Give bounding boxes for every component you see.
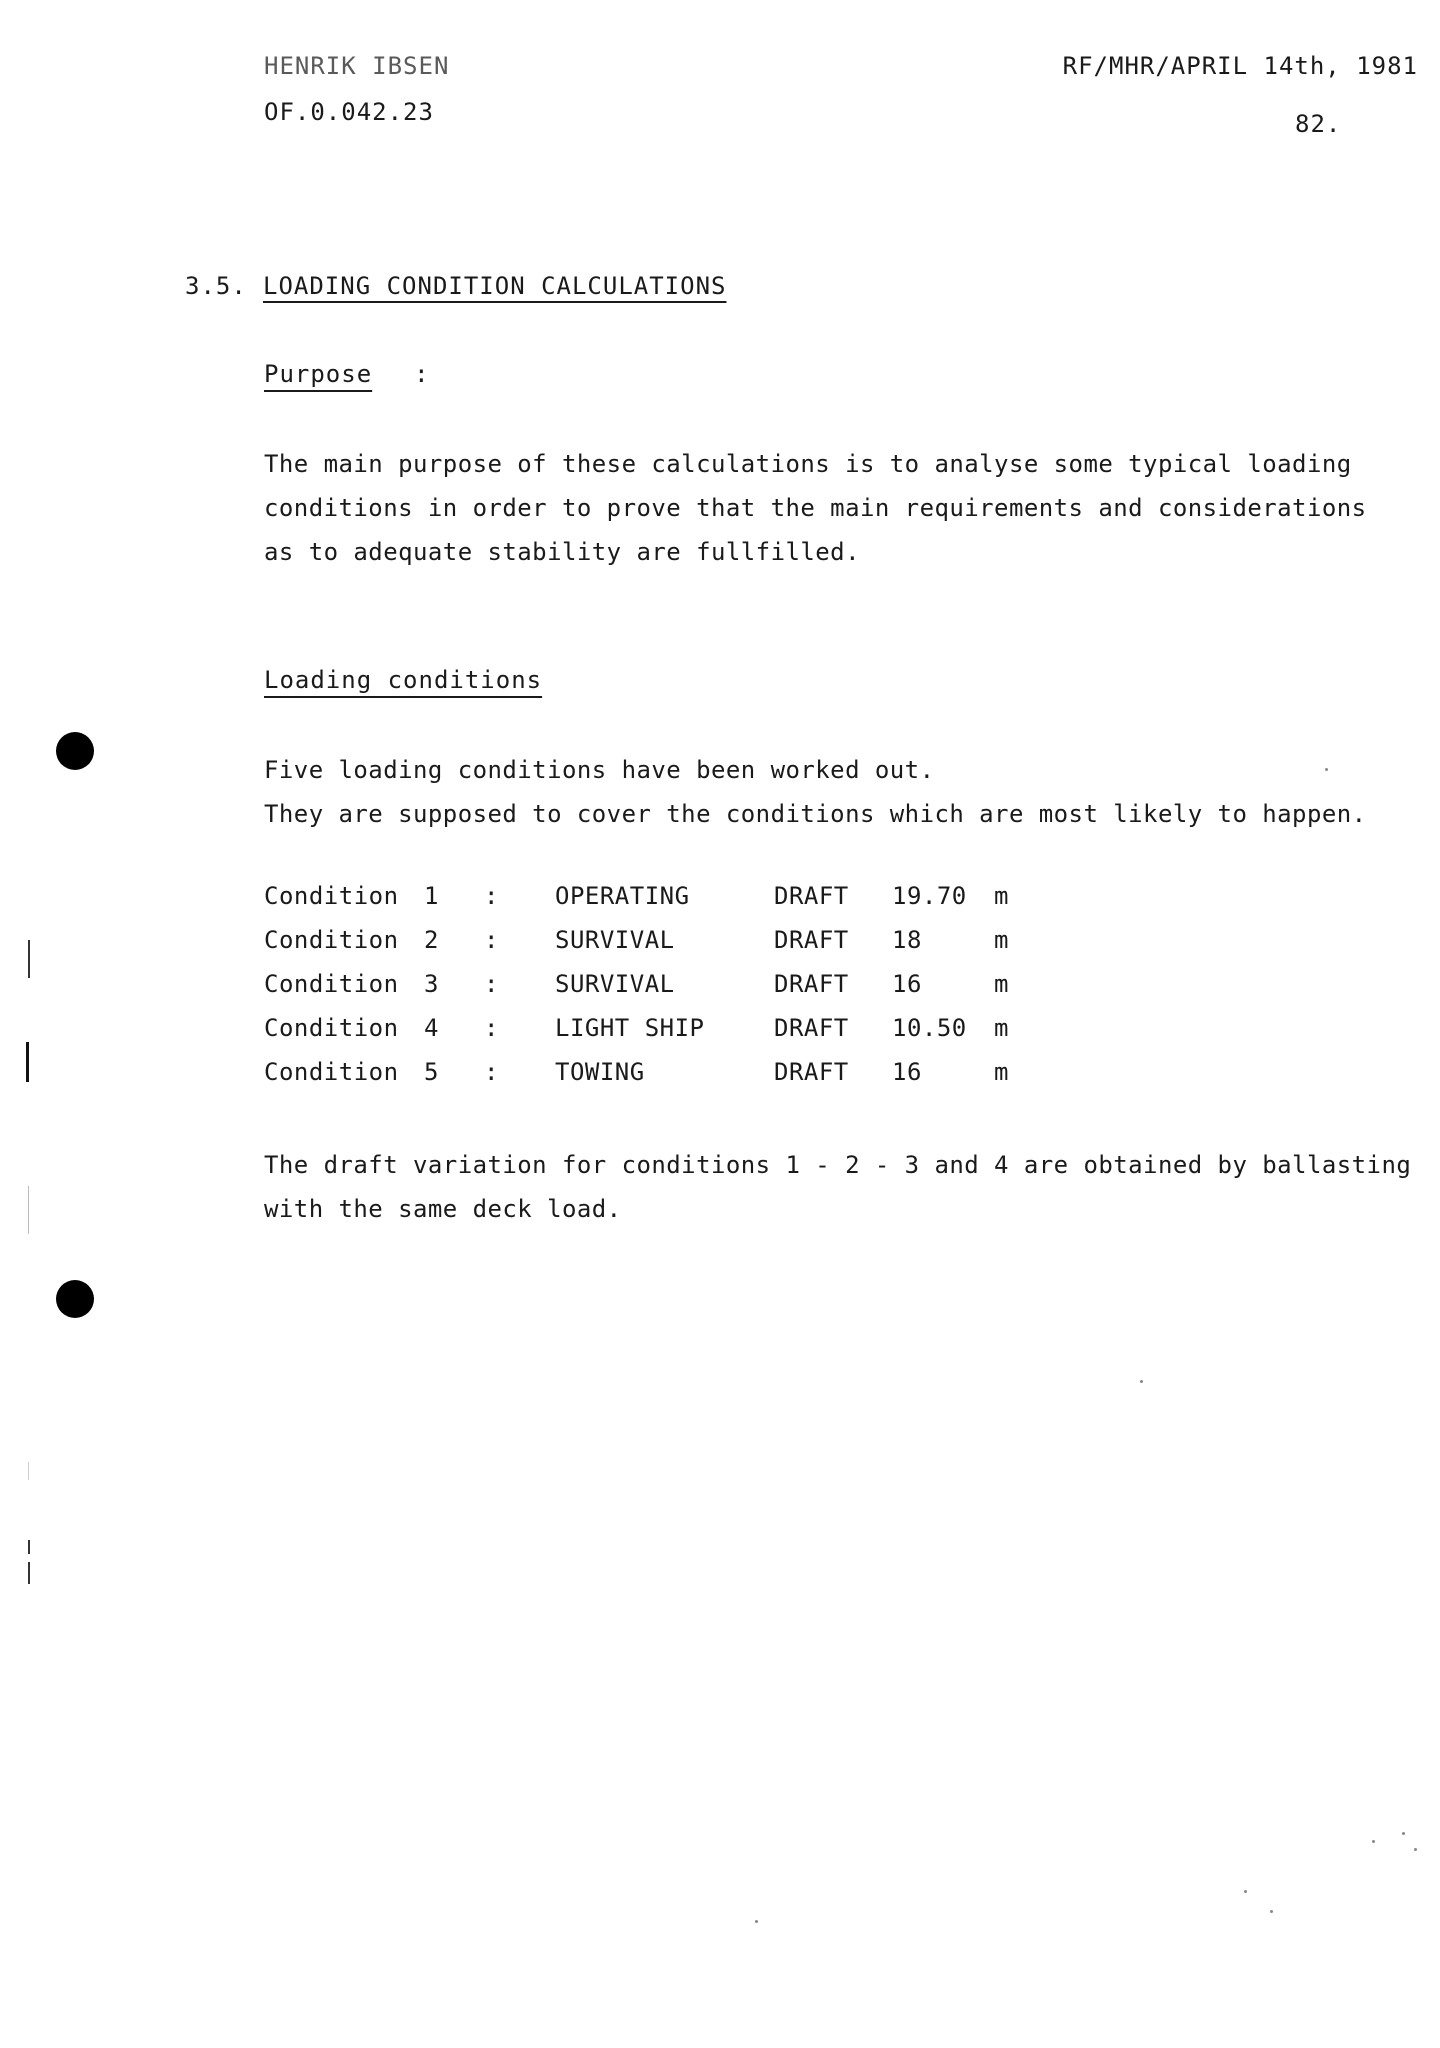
scan-mark (28, 1540, 30, 1554)
condition-number: 5 (424, 1058, 439, 1086)
condition-label: Condition (264, 1058, 399, 1086)
loading-conditions-intro (264, 748, 1367, 836)
scan-mark (28, 1562, 30, 1584)
condition-label: Condition (264, 970, 399, 998)
document-number: OF.0.042.23 (264, 98, 434, 126)
purpose-heading: Purpose (264, 360, 373, 388)
condition-label: Condition (264, 882, 399, 910)
draft-unit: m (994, 970, 1009, 998)
purpose-heading-row (264, 360, 430, 388)
document-reference: RF/MHR/APRIL 14th, 1981 (1062, 52, 1418, 80)
draft-unit: m (994, 882, 1009, 910)
draft-unit: m (994, 1014, 1009, 1042)
note-line: The draft variation for conditions 1 - 2 - 3 and 4 are obtained by ballasting (264, 1151, 1412, 1179)
scan-speck (1402, 1832, 1405, 1835)
condition-type: SURVIVAL (555, 926, 675, 954)
condition-colon: : (484, 882, 499, 910)
draft-value: 18 (892, 926, 922, 954)
scan-speck (1270, 1910, 1273, 1913)
condition-type: SURVIVAL (555, 970, 675, 998)
condition-number: 1 (424, 882, 439, 910)
scan-speck (1372, 1840, 1375, 1843)
purpose-colon: : (414, 360, 430, 388)
draft-value: 16 (892, 970, 922, 998)
draft-value: 16 (892, 1058, 922, 1086)
intro-line: Five loading conditions have been worked out. (264, 756, 935, 784)
condition-label: Condition (264, 926, 399, 954)
punch-hole (56, 1280, 94, 1318)
scan-speck (755, 1920, 758, 1923)
condition-number: 2 (424, 926, 439, 954)
scan-speck (1414, 1848, 1417, 1851)
punch-hole (56, 732, 94, 770)
draft-label: DRAFT (774, 1058, 849, 1086)
scan-speck (1244, 1890, 1247, 1893)
condition-label: Condition (264, 1014, 399, 1042)
draft-label: DRAFT (774, 926, 849, 954)
loading-conditions-heading: Loading conditions (264, 666, 543, 694)
draft-label: DRAFT (774, 970, 849, 998)
condition-colon: : (484, 926, 499, 954)
condition-type: LIGHT SHIP (555, 1014, 705, 1042)
draft-unit: m (994, 1058, 1009, 1086)
draft-label: DRAFT (774, 1014, 849, 1042)
section-title: LOADING CONDITION CALCULATIONS (263, 272, 727, 300)
draft-note-paragraph (264, 1143, 1411, 1231)
draft-value: 10.50 (892, 1014, 967, 1042)
scan-speck (1325, 768, 1328, 771)
condition-type: TOWING (555, 1058, 645, 1086)
condition-colon: : (484, 970, 499, 998)
condition-colon: : (484, 1014, 499, 1042)
purpose-line: The main purpose of these calculations is to analyse some typical loading (264, 450, 1352, 478)
condition-colon: : (484, 1058, 499, 1086)
scan-speck (1140, 1380, 1143, 1383)
scan-mark (28, 1186, 29, 1234)
project-name: HENRIK IBSEN (264, 52, 450, 80)
purpose-line: conditions in order to prove that the main requirements and considerations (264, 494, 1367, 522)
scan-mark (28, 940, 30, 978)
scan-mark (28, 1462, 29, 1480)
loading-conditions-heading-row (264, 666, 542, 694)
scan-mark (26, 1042, 29, 1082)
section-heading (185, 272, 726, 300)
draft-label: DRAFT (774, 882, 849, 910)
page-number: 82. (1295, 110, 1342, 138)
purpose-paragraph (264, 442, 1367, 574)
intro-line: They are supposed to cover the conditions which are most likely to happen. (264, 800, 1367, 828)
section-number: 3.5. (185, 272, 247, 300)
condition-number: 4 (424, 1014, 439, 1042)
draft-unit: m (994, 926, 1009, 954)
note-line: with the same deck load. (264, 1195, 622, 1223)
purpose-line: as to adequate stability are fullfilled. (264, 538, 860, 566)
condition-number: 3 (424, 970, 439, 998)
condition-type: OPERATING (555, 882, 690, 910)
draft-value: 19.70 (892, 882, 967, 910)
